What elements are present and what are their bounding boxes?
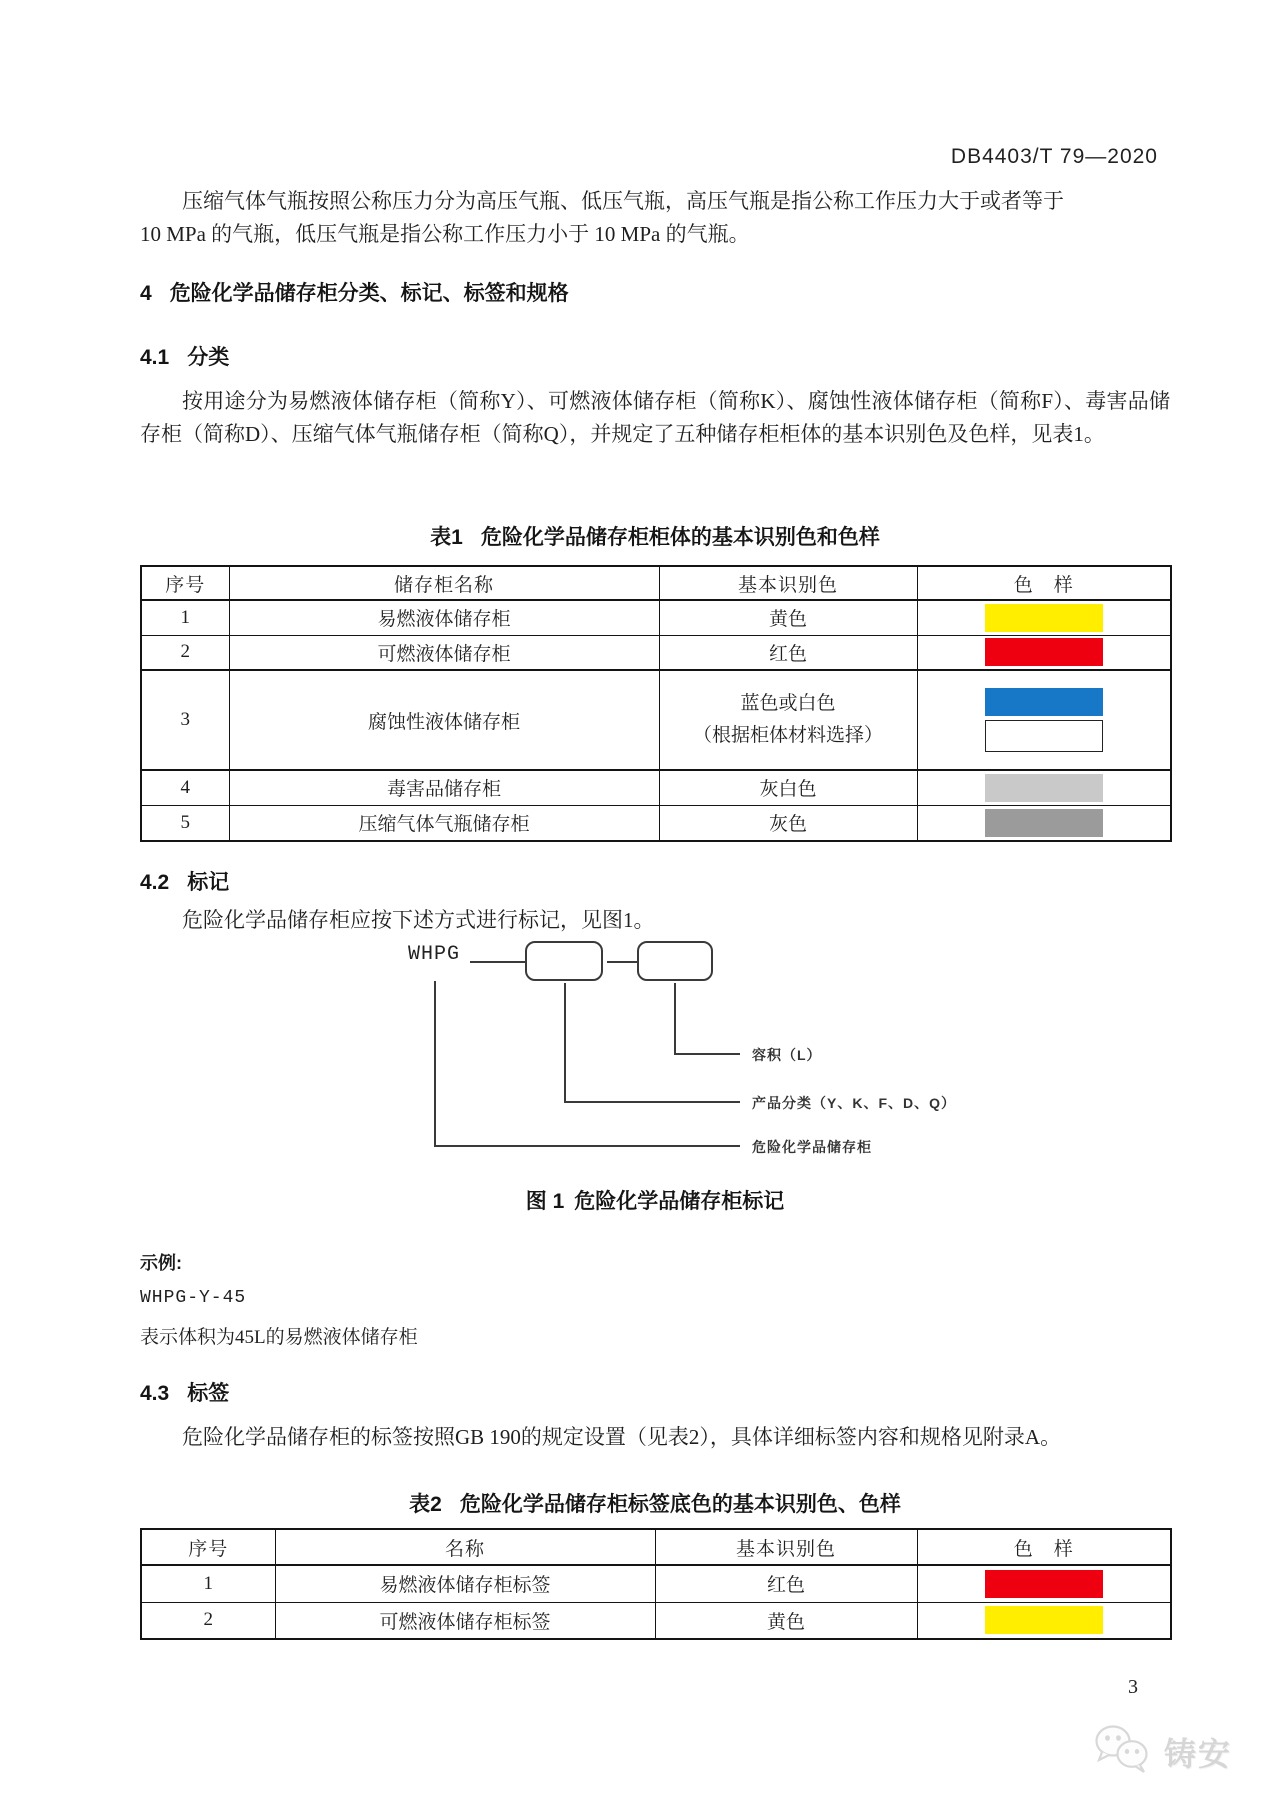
row-no: 1 bbox=[141, 600, 229, 635]
row-color: 灰白色 bbox=[659, 770, 917, 805]
table2-label: 表2 bbox=[409, 1493, 442, 1516]
color-swatch-red bbox=[985, 1570, 1103, 1598]
color-swatch-gray bbox=[985, 809, 1103, 837]
section-4-heading bbox=[140, 277, 1170, 307]
section-4-2-title: 标记 bbox=[187, 871, 230, 894]
table-row bbox=[141, 670, 1171, 770]
figure1-label-capacity: 容积（L） bbox=[752, 1047, 822, 1063]
section-4-number: 4 bbox=[140, 282, 152, 305]
diagram-leader-category-v bbox=[564, 983, 566, 1103]
row-no: 4 bbox=[141, 770, 229, 805]
table-row bbox=[141, 1565, 1171, 1602]
row-color: 红色 bbox=[655, 1565, 917, 1602]
table1-label: 表1 bbox=[430, 526, 463, 549]
intro-line-1: 压缩气体气瓶按照公称压力分为高压气瓶、低压气瓶，高压气瓶是指公称工作压力大于或者等于 bbox=[182, 189, 1064, 213]
row-name: 毒害品储存柜 bbox=[229, 770, 659, 805]
figure1-code: WHPG bbox=[408, 943, 461, 966]
example-code: WHPG-Y-45 bbox=[140, 1288, 247, 1308]
diagram-leader-category-h bbox=[564, 1101, 740, 1103]
row-color bbox=[659, 670, 917, 770]
diagram-leader-product-v bbox=[434, 981, 436, 1147]
table2-header-row bbox=[141, 1529, 1171, 1565]
table2 bbox=[140, 1528, 1172, 1640]
row-name: 可燃液体储存柜 bbox=[229, 635, 659, 670]
row-sample-cell bbox=[917, 1565, 1171, 1602]
row-no: 3 bbox=[141, 670, 229, 770]
table2-header-no: 序号 bbox=[141, 1529, 275, 1565]
section-4-2-heading bbox=[140, 866, 1170, 896]
section-4-3-paragraph: 危险化学品储存柜的标签按照GB 190的规定设置（见表2），具体详细标签内容和规格见附录A。 bbox=[182, 1425, 1062, 1449]
row-sample-cell bbox=[917, 805, 1171, 841]
table1-header-no: 序号 bbox=[141, 566, 229, 600]
figure1-label-product: 危险化学品储存柜 bbox=[752, 1139, 872, 1155]
watermark-text: 铸安 bbox=[1163, 1735, 1232, 1772]
table1 bbox=[140, 565, 1172, 842]
row-color: 灰色 bbox=[659, 805, 917, 841]
row-no: 2 bbox=[141, 1602, 275, 1639]
table2-header-name: 名称 bbox=[275, 1529, 655, 1565]
table1-header-color: 基本识别色 bbox=[659, 566, 917, 600]
section-4-1-paragraph: 按用途分为易燃液体储存柜（简称Y）、可燃液体储存柜（简称K）、腐蚀性液体储存柜（简称F）、毒害品储存柜（简称D）、压缩气体气瓶储存柜（简称Q），并规定了五种储存柜柜体的基本识别色及色样，见表1。 bbox=[140, 389, 1170, 446]
example-label: 示例: bbox=[140, 1253, 182, 1273]
color-swatch-yellow bbox=[985, 1606, 1103, 1634]
table1-header-name: 储存柜名称 bbox=[229, 566, 659, 600]
diagram-connector-line bbox=[607, 961, 637, 963]
section-4-2-number: 4.2 bbox=[140, 871, 170, 894]
row-name: 腐蚀性液体储存柜 bbox=[229, 670, 659, 770]
color-swatch-yellow bbox=[985, 604, 1103, 632]
diagram-box-category bbox=[525, 941, 603, 981]
wechat-bubbles-icon bbox=[1090, 1721, 1154, 1782]
color-swatch-red bbox=[985, 638, 1103, 666]
figure1-label-category: 产品分类（Y、K、F、D、Q） bbox=[752, 1095, 956, 1111]
color-swatch-lightgray bbox=[985, 774, 1103, 802]
table1-header-sample: 色 样 bbox=[917, 566, 1171, 600]
section-4-3-number: 4.3 bbox=[140, 1382, 170, 1405]
table-row bbox=[141, 805, 1171, 841]
row-color: 红色 bbox=[659, 635, 917, 670]
section-4-3-title: 标签 bbox=[187, 1382, 230, 1405]
diagram-connector-line bbox=[470, 961, 525, 963]
example-description: 表示体积为45L的易燃液体储存柜 bbox=[140, 1327, 418, 1348]
row-name: 可燃液体储存柜标签 bbox=[275, 1602, 655, 1639]
intro-line-2: 10 MPa 的气瓶，低压气瓶是指公称工作压力小于 10 MPa 的气瓶。 bbox=[140, 222, 750, 246]
watermark bbox=[1090, 1721, 1232, 1782]
table2-title bbox=[140, 1488, 1170, 1518]
figure1-caption bbox=[140, 1185, 1170, 1215]
row-color-main: 蓝色或白色 bbox=[740, 693, 836, 714]
section-4-1-title: 分类 bbox=[187, 346, 230, 369]
doc-number: DB4403/T 79—2020 bbox=[950, 145, 1158, 168]
figure1-caption-label: 图 1 bbox=[525, 1190, 565, 1213]
diagram-box-capacity bbox=[637, 941, 713, 981]
diagram-leader-capacity-v bbox=[674, 983, 676, 1055]
row-sample-cell bbox=[917, 600, 1171, 635]
figure1-diagram bbox=[140, 937, 1170, 1169]
table1-title bbox=[140, 521, 1170, 551]
row-no: 5 bbox=[141, 805, 229, 841]
section-4-1-heading bbox=[140, 341, 1170, 371]
row-color: 黄色 bbox=[659, 600, 917, 635]
table-row bbox=[141, 770, 1171, 805]
row-sample-cell bbox=[917, 670, 1171, 770]
row-name: 压缩气体气瓶储存柜 bbox=[229, 805, 659, 841]
row-no: 1 bbox=[141, 1565, 275, 1602]
table1-header-row bbox=[141, 566, 1171, 600]
diagram-leader-product-h bbox=[434, 1145, 740, 1147]
table2-title-text: 危险化学品储存柜标签底色的基本识别色、色样 bbox=[459, 1493, 901, 1516]
row-name: 易燃液体储存柜 bbox=[229, 600, 659, 635]
table-row bbox=[141, 635, 1171, 670]
table2-header-color: 基本识别色 bbox=[655, 1529, 917, 1565]
table-row bbox=[141, 1602, 1171, 1639]
section-4-3-heading bbox=[140, 1377, 1170, 1407]
table-row bbox=[141, 600, 1171, 635]
section-4-1-number: 4.1 bbox=[140, 346, 170, 369]
color-swatch-white bbox=[985, 720, 1103, 752]
intro-paragraph bbox=[140, 185, 1170, 251]
row-sample-cell bbox=[917, 1602, 1171, 1639]
table1-title-text: 危险化学品储存柜柜体的基本识别色和色样 bbox=[480, 526, 880, 549]
table2-header-sample: 色 样 bbox=[917, 1529, 1171, 1565]
row-sample-cell bbox=[917, 635, 1171, 670]
row-color-note: （根据柜体材料选择） bbox=[692, 725, 883, 746]
section-4-title: 危险化学品储存柜分类、标记、标签和规格 bbox=[169, 282, 569, 305]
swatch-stack bbox=[918, 688, 1171, 752]
row-sample-cell bbox=[917, 770, 1171, 805]
row-no: 2 bbox=[141, 635, 229, 670]
row-name: 易燃液体储存柜标签 bbox=[275, 1565, 655, 1602]
section-4-2-paragraph: 危险化学品储存柜应按下述方式进行标记，见图1。 bbox=[182, 908, 655, 932]
figure1-caption-text: 危险化学品储存柜标记 bbox=[574, 1190, 785, 1213]
page-number: 3 bbox=[1128, 1676, 1138, 1698]
color-swatch-blue bbox=[985, 688, 1103, 716]
diagram-leader-capacity-h bbox=[674, 1053, 740, 1055]
row-color: 黄色 bbox=[655, 1602, 917, 1639]
